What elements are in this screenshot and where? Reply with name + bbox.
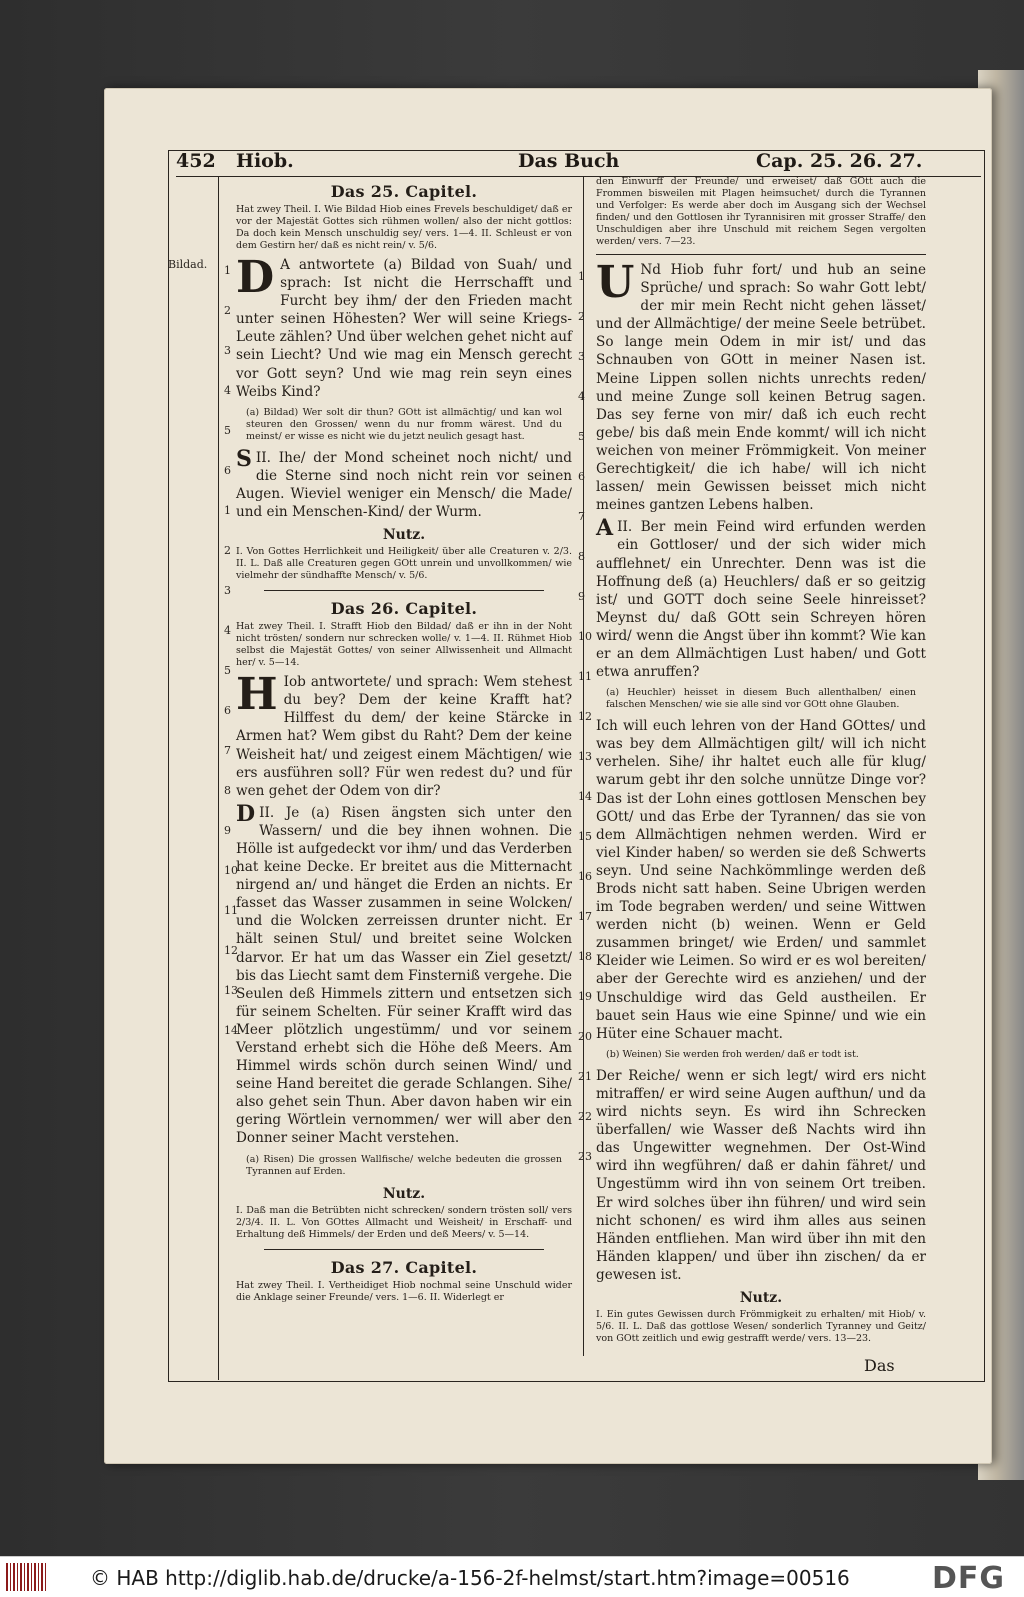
right-column bbox=[596, 176, 926, 1349]
verse-number: 7 bbox=[224, 744, 231, 757]
verse-number: 13 bbox=[224, 984, 238, 997]
left-column bbox=[236, 178, 572, 1308]
chapter-25-summary: Hat zwey Theil. I. Wie Bildad Hiob eines Frevels beschuldiget/ daß er vor der Majestät Gottes sich rühmen wollen/ also der nicht gottlos: Da doch kein Mensch unschuldig sey/ vers. 1—4. II. Schleust er von dem Gestirn her/ daß es nicht rein/ v. 5/6. bbox=[236, 204, 572, 251]
chapter-25-nutz-title: Nutz. bbox=[382, 527, 426, 544]
verse-number: 16 bbox=[578, 870, 592, 883]
verse-number: 9 bbox=[224, 824, 231, 837]
chapter-26-summary: Hat zwey Theil. I. Strafft Hiob den Bildad/ daß er ihn in der Noht nicht trösten/ sondern nur schrecken wolle/ v. 1—4. II. Rühmet Hiob selbst die Majestät Gottes/ von seiner Allwissenheit und Allmacht her/ v. 5—14. bbox=[236, 621, 572, 669]
chapter-26-nutz: I. Daß man die Betrübten nicht schrecken/ sondern trösten soll/ vers 2/3/4. II. L. Von GOttes Allmacht und Weisheit/ in Erschaff- und Erhaltung deß Himmels/ der Erden und deß Meers/ v. 5—14. bbox=[236, 1204, 572, 1240]
verse-number: 3 bbox=[578, 350, 585, 363]
chapter-25-text1: A antwortete (a) Bildad von Suah/ und sprach: Ist nicht die Herrschafft und Furcht bey ihm/ der den Frieden macht unter seinen Höhesten? Wer will seine Kriegs-Leute zählen? Und über welchen gehet nicht auf sein Liecht? Und wie mag ein Mensch gerecht vor Gott seyn? Und wie mag rein seyn eines Weibs Kind? bbox=[236, 257, 572, 400]
verse-number: 11 bbox=[224, 904, 238, 917]
drop-cap: D bbox=[236, 252, 275, 303]
chapter-25-note: (a) Bildad) Wer solt dir thun? GOtt ist allmächtig/ und kan wol steuren den Grossen/ wenn du nur fromm wärest. Und du meinst/ er wisse es nicht wie du jetzt neulich gesagt hast. bbox=[246, 406, 562, 442]
verse-number: 5 bbox=[224, 664, 231, 677]
chapter-27-note-b: (b) Weinen) Sie werden froh werden/ daß er todt ist. bbox=[606, 1048, 859, 1060]
verse-number: 1 bbox=[578, 270, 585, 283]
chapter-27-nutz-title: Nutz. bbox=[739, 1289, 783, 1306]
header-right: Cap. 25. 26. 27. bbox=[756, 150, 923, 172]
copyright-link[interactable]: © HAB http://diglib.hab.de/drucke/a-156-2f-helmst/start.htm?image=00516 bbox=[90, 1566, 850, 1590]
drop-cap: D bbox=[236, 800, 256, 827]
page-number: 452 bbox=[176, 150, 216, 172]
chapter-25-text-part2 bbox=[236, 445, 572, 521]
chapter-27-nutz: I. Ein gutes Gewissen durch Frömmigkeit zu erhalten/ mit Hiob/ v. 5/6. II. L. Daß das gottlose Wesen/ sonderlich Tyranney und Geitz/ von GOtt zeitlich und ewig gestrafft werde/ vers. 13—23. bbox=[596, 1308, 926, 1344]
drop-cap: A bbox=[596, 515, 614, 542]
summary-rule bbox=[596, 254, 926, 255]
verse-number: 17 bbox=[578, 910, 592, 923]
chapter-divider bbox=[264, 590, 544, 591]
verse-number: 9 bbox=[578, 590, 585, 603]
chapter-25-text-part1 bbox=[236, 252, 572, 401]
chapter-27-title: Das 27. Capitel. bbox=[330, 1257, 478, 1277]
margin-note: Bildad. bbox=[168, 258, 208, 271]
library-logo-icon bbox=[6, 1563, 46, 1591]
verse-number: 23 bbox=[578, 1150, 592, 1163]
verse-number: 21 bbox=[578, 1070, 592, 1083]
verse-number: 1 bbox=[224, 264, 231, 277]
verse-number: 6 bbox=[224, 464, 231, 477]
verse-number: 6 bbox=[224, 704, 231, 717]
chapter-25-title: Das 25. Capitel. bbox=[330, 182, 478, 201]
verse-number: 20 bbox=[578, 1030, 592, 1043]
verse-number: 14 bbox=[578, 790, 592, 803]
header-center: Das Buch bbox=[518, 150, 620, 172]
verse-number: 10 bbox=[224, 864, 238, 877]
verse-number: 12 bbox=[578, 710, 592, 723]
chapter-27-summary: Hat zwey Theil. I. Vertheidiget Hiob nochmal seine Unschuld wider die Anklage seiner Freunde/ vers. 1—6. II. Widerlegt er bbox=[236, 1279, 572, 1303]
chapter-26-title: Das 26. Capitel. bbox=[330, 599, 478, 619]
drop-cap: S bbox=[236, 445, 252, 472]
chapter-26-text1: Iob antwortete/ und sprach: Wem stehest du bey? Dem der keine Krafft hat? Hilffest du dem/ der keine Stärcke in Armen hat? Wem gibst du Raht? Dem der keine Weisheit hat/ und zeigest einem Mächtigen/ wie ers ausführen soll? Für wen redest du? und für wen gehet der Odem von dir? bbox=[236, 674, 572, 799]
verse-number: 22 bbox=[578, 1110, 592, 1123]
drop-cap: H bbox=[236, 669, 278, 721]
chapter-27-summary-cont: den Einwurff der Freunde/ und erweiset/ daß GOtt auch die Frommen bisweilen mit Plagen heimsuchet/ durch die Tyrannen und Verfolger: Es werde aber doch im Ausgang sich der Wechsel finden/ und den Gottlosen ihr Tyrannisiren mit grosser Straffe/ den Unschuldigen aber ihre Unschuld mit reichem Segen vergolten werden/ vers. 7—23. bbox=[596, 176, 926, 247]
verse-number: 4 bbox=[224, 384, 231, 397]
verse-number: 14 bbox=[224, 1024, 238, 1037]
verse-number: 3 bbox=[224, 584, 231, 597]
running-header bbox=[176, 150, 981, 177]
verse-number: 1 bbox=[224, 504, 231, 517]
chapter-27-note-a: (a) Heuchler) heisset in diesem Buch allenthalben/ einen falschen Menschen/ wie sie alle sind vor GOtt ohne Glauben. bbox=[606, 687, 916, 711]
verse-number: 2 bbox=[224, 304, 231, 317]
verse-number: 15 bbox=[578, 830, 592, 843]
header-left: Hiob. bbox=[236, 150, 294, 172]
chapter-27-text1: Nd Hiob fuhr fort/ und hub an seine Sprüche/ und sprach: So wahr Gott lebt/ der mir mein Recht nicht gehen lässet/ und der Allmächtige/ der meine Seele betrübet. So lange mein Odem in mir ist/ und das Schnauben von GOtt in meiner Nasen ist. Meine Lippen sollen nichts unrechts reden/ und meine Zunge soll keinen Betrug sagen. Das sey ferne von mir/ daß ich euch recht gebe/ bis daß mein Ende kommt/ will ich nicht weichen von meiner Frömmigkeit. Von meiner Gerechtigkeit/ die ich habe/ will ich nicht lassen/ mein Gewissen beisset mich nicht meines gantzen Lebens halben. bbox=[596, 262, 926, 514]
left-margin-rule bbox=[218, 176, 219, 1380]
verse-number: 10 bbox=[578, 630, 592, 643]
chapter-27-text-part4: Der Reiche/ wenn er sich legt/ wird ers nicht mitraffen/ er wird seine Augen aufthun/ und da wird nichts seyn. Es wird ihn Schrecken überfallen/ wie Wasser deß Nachts wird ihn das Ungewitter wegnehmen. Der Ost-Wind wird ihn wegführen/ daß er dahin fähret/ und Ungestümm wird ihn von seinem Ort treiben. Er wird solches über ihn führen/ und wird sein nicht schonen/ es wird ihm alles aus seinen Händen entfliehen. Man wird über ihn mit den Händen klappen/ und über ihn zischen/ da er gewesen ist. bbox=[596, 1067, 926, 1283]
chapter-27-text2: II. Ber mein Feind wird erfunden werden ein Gottloser/ und der sich wider mich aufflehnet/ ein Unrechter. Denn was ist die Hoffnung deß (a) Heuchlers/ daß er so geitzig ist/ und GOTT doch seine Seele hinreisset? Meynst du/ daß GOtt sein Schreyen hören wird/ wenn die Angst über ihn kommt? Wie kan er an dem Allmächtigen Lust haben/ und Gott etwa anruffen? bbox=[596, 519, 926, 681]
verse-number: 5 bbox=[578, 430, 585, 443]
chapter-26-note: (a) Risen) Die grossen Wallfische/ welche bedeuten die grossen Tyrannen auf Erden. bbox=[246, 1153, 562, 1177]
verse-number: 5 bbox=[224, 424, 231, 437]
verse-number: 12 bbox=[224, 944, 238, 957]
verse-number: 13 bbox=[578, 750, 592, 763]
chapter-25-nutz: I. Von Gottes Herrlichkeit und Heiligkeit/ über alle Creaturen v. 2/3. II. L. Daß alle Creaturen gegen GOtt unrein und unvollkommen/ wie vielmehr der sündhaffte Mensch/ v. 5/6. bbox=[236, 546, 572, 582]
verse-number: 2 bbox=[224, 544, 231, 557]
catchword: Das bbox=[864, 1356, 895, 1375]
verse-number: 4 bbox=[578, 390, 585, 403]
viewer-footer bbox=[0, 1556, 1024, 1597]
verse-number: 3 bbox=[224, 344, 231, 357]
chapter-26-text-part2 bbox=[236, 800, 572, 1148]
chapter-27-text-part2 bbox=[596, 515, 926, 681]
verse-numbers-right bbox=[578, 268, 592, 1188]
verse-number: 18 bbox=[578, 950, 592, 963]
verse-number: 8 bbox=[578, 550, 585, 563]
chapter-26-text-part1 bbox=[236, 669, 572, 800]
dfg-logo: DFG bbox=[932, 1561, 1006, 1596]
chapter-27-text-part3: Ich will euch lehren von der Hand GOttes/ und was bey dem Allmächtigen gilt/ will ich nicht verhelen. Sihe/ ihr haltet euch alle für klug/ warum gebt ihr den solche unnütze Dinge vor? Das ist der Lohn eines gottlosen Menschen bey GOtt/ und das Erbe der Tyrannen/ das sie von dem Allmächtigen nehmen werden. Wird er viel Kinder haben/ so werden sie deß Schwerts seyn. Und seine Nachkömmlinge werden deß Brods nicht satt haben. Seine Ubrigen werden im Tode begraben werden/ und seine Wittwen werden nicht (b) weinen. Wenn er Geld zusammen bringet/ wie Erden/ und sammlet Kleider wie Leimen. So wird er es wol bereiten/ aber der Gerechte wird es anziehen/ und der Unschuldige wird das Geld austheilen. Er bauet sein Haus wie eine Spinne/ und wie ein Hüter eine Schauer macht. bbox=[596, 718, 926, 1042]
chapter-26-text2: II. Je (a) Risen ängsten sich unter den Wassern/ und die bey ihnen wohnen. Die Hölle ist aufgedeckt vor ihm/ und das Verderben hat keine Decke. Er breitet aus die Mitternacht nirgend an/ und hänget die Erden an nichts. Er fasset das Wasser zusammen in seine Wolcken/ und die Wolcken zerreissen drunter nicht. Er hält seinen Stul/ und breitet seine Wolcken darvor. Er hat um das Wasser ein Ziel gesetzt/ bis das Liecht samt dem Finsterniß vergehe. Die Seulen deß Himmels zittern und entsetzen sich für seinem Schelten. Für seiner Krafft wird das Meer plötzlich ungestümm/ und vor seinem Verstand erhebt sich die Höhe deß Meers. Am Himmel wirds schön durch seinen Wind/ und seine Hand bereitet die gerade Schlangen. Sihe/ also gehet sein Thun. Aber davon haben wir ein gering Wörtlein vernommen/ wer will aber den Donner seiner Macht verstehen. bbox=[236, 804, 572, 1147]
verse-number: 2 bbox=[578, 310, 585, 323]
chapter-26-nutz-title: Nutz. bbox=[382, 1185, 426, 1202]
chapter-divider bbox=[264, 1249, 544, 1250]
verse-number: 8 bbox=[224, 784, 231, 797]
verse-number: 19 bbox=[578, 990, 592, 1003]
chapter-25-text2: II. Ihe/ der Mond scheinet noch nicht/ und die Sterne sind noch nicht rein vor seinen Augen. Wieviel weniger ein Mensch/ die Made/ und ein Menschen-Kind/ der Wurm. bbox=[236, 449, 572, 521]
verse-number: 6 bbox=[578, 470, 585, 483]
drop-cap: U bbox=[596, 257, 635, 308]
chapter-27-text-part1 bbox=[596, 257, 926, 514]
verse-number: 11 bbox=[578, 670, 592, 683]
verse-number: 7 bbox=[578, 510, 585, 523]
verse-number: 4 bbox=[224, 624, 231, 637]
